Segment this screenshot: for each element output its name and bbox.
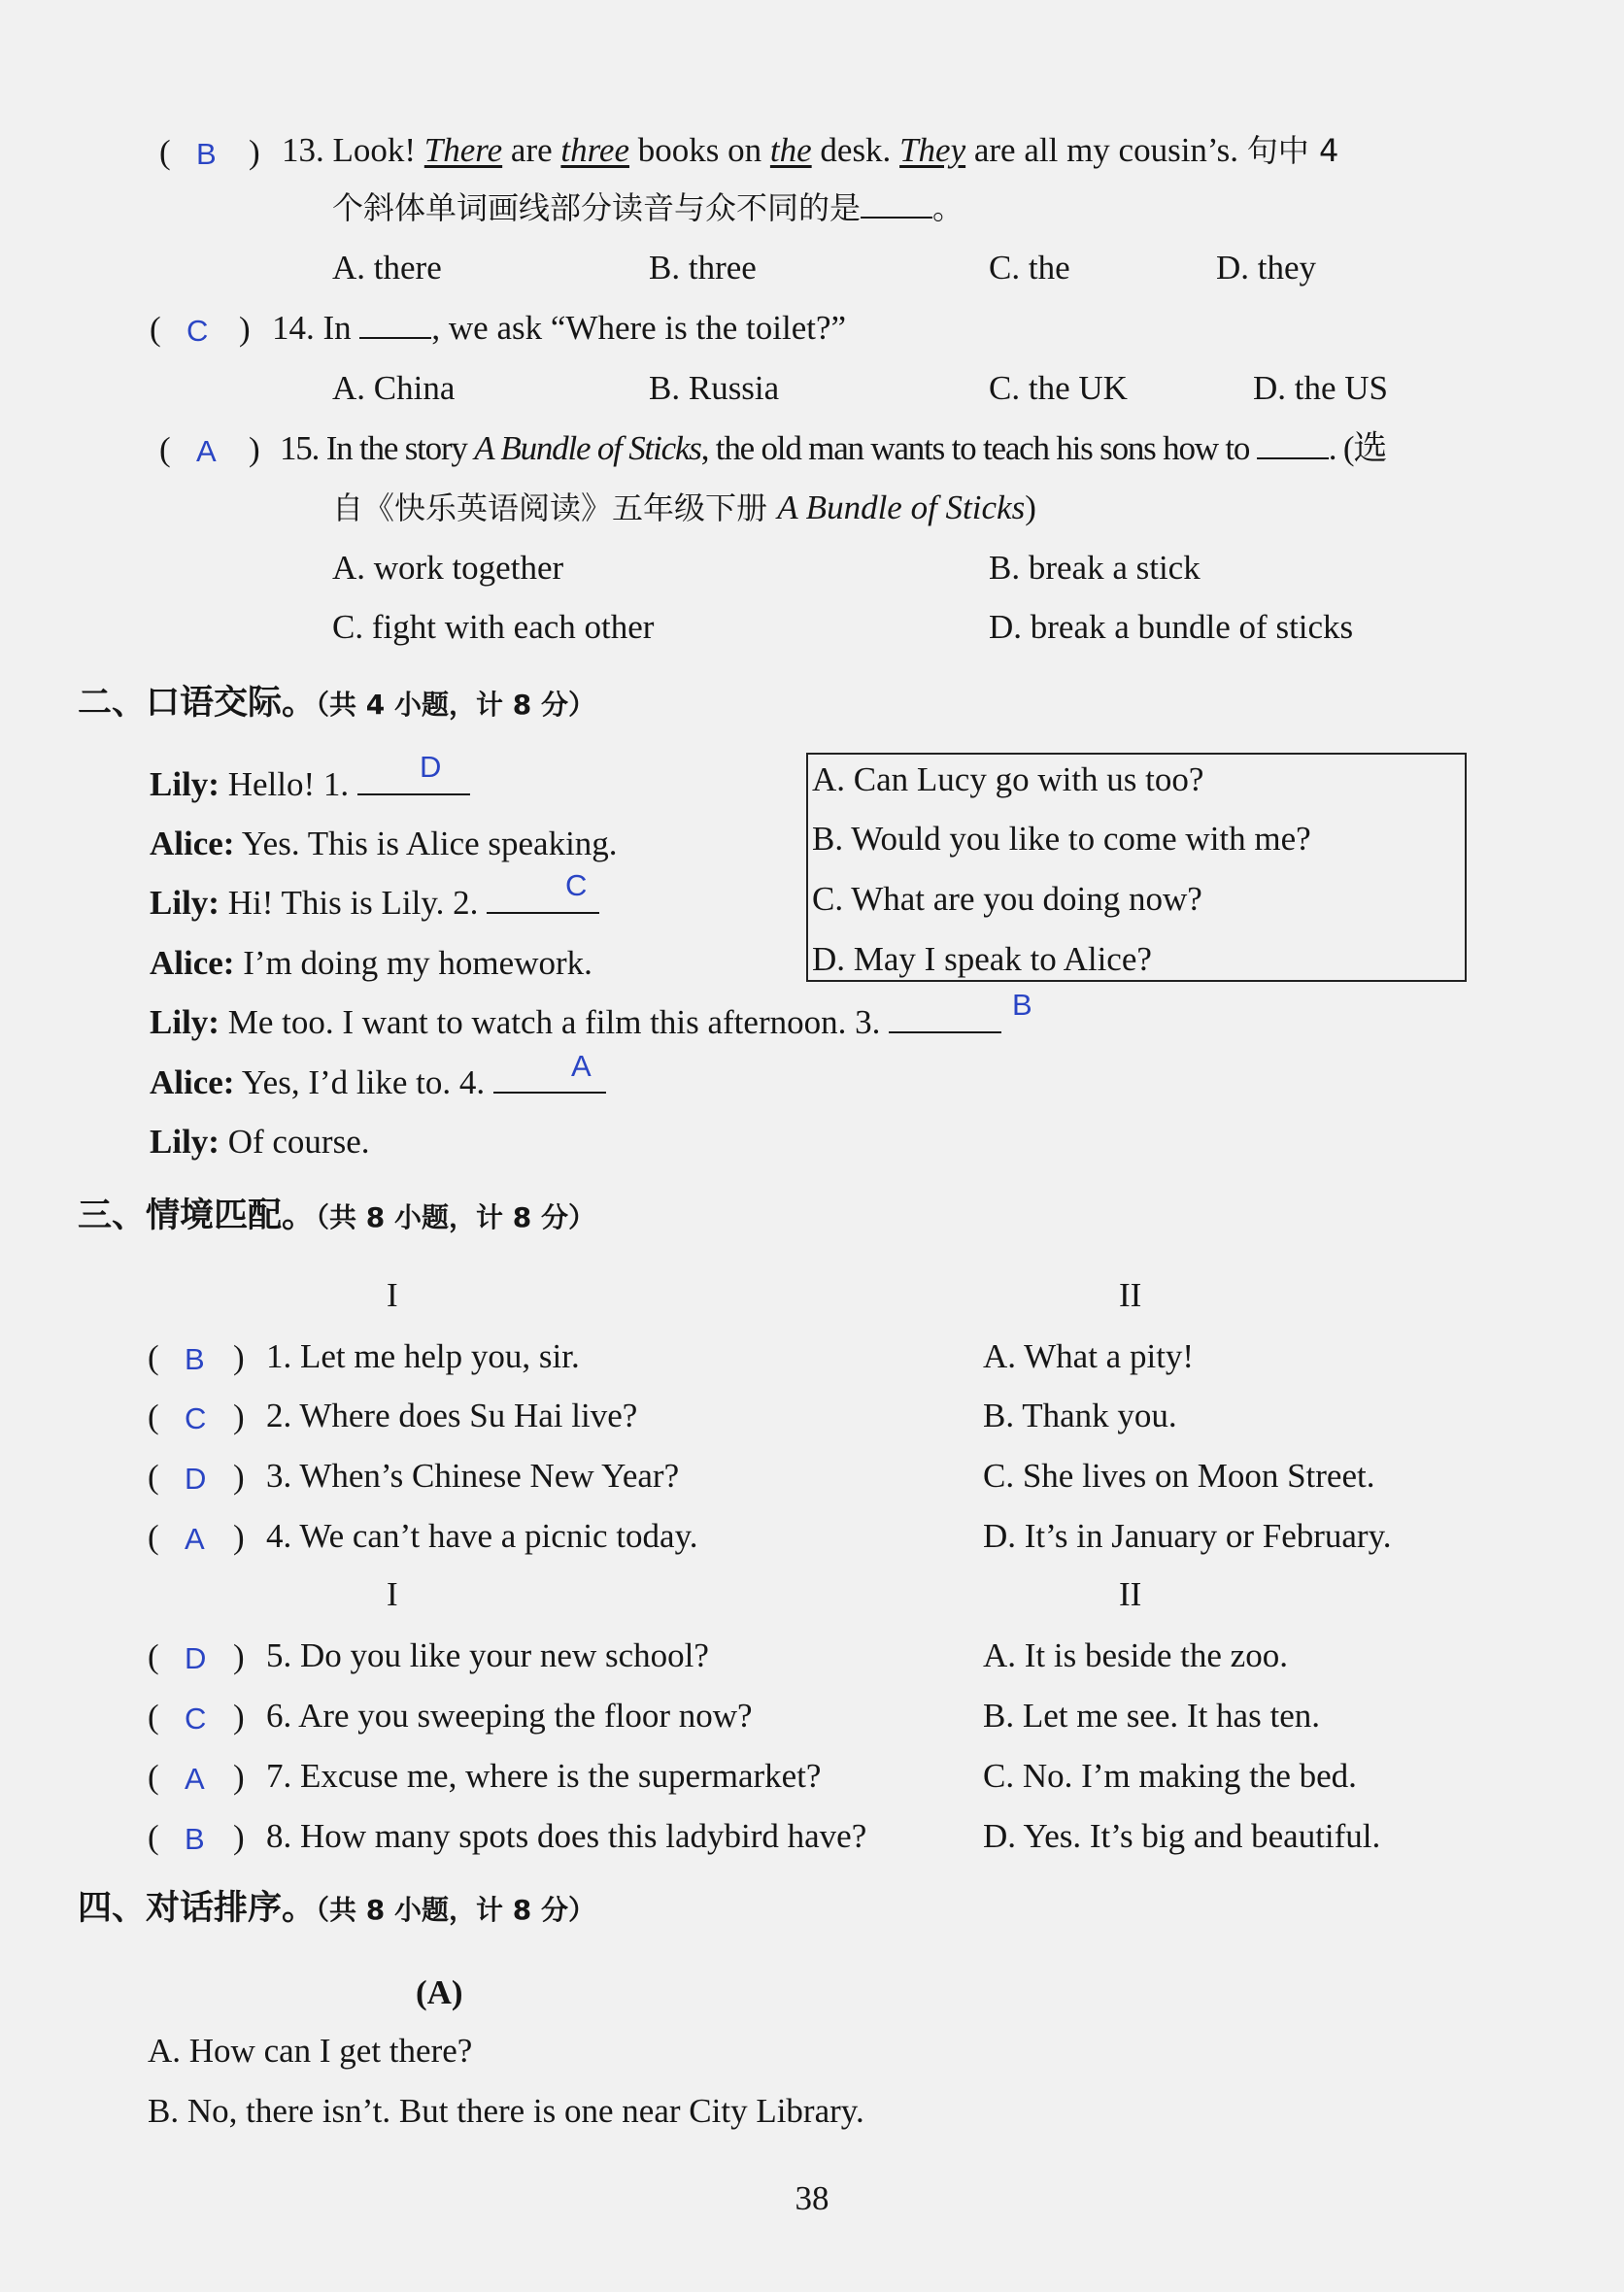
paren-open: ( (159, 430, 171, 468)
section-2-title: 二、口语交际。（共 4 小题，计 8 分） (78, 684, 595, 723)
paren-open: ( (148, 1637, 159, 1675)
box-option-c: C. What are you doing now? (812, 880, 1202, 918)
match-response: C. No. I’m making the bed. (983, 1757, 1357, 1795)
q14-opt-a: A. China (332, 369, 456, 407)
match-response: D. Yes. It’s big and beautiful. (983, 1817, 1381, 1855)
dialog-line: Lily: Me too. I want to watch a film this afternoon. 3. (150, 1001, 1001, 1044)
match-response: B. Let me see. It has ten. (983, 1697, 1320, 1735)
q15-stem: 15. In the story A Bundle of Sticks, the old man wants to teach his sons how to . (选 (280, 429, 1387, 467)
paren-open: ( (148, 1818, 159, 1856)
q14-opt-d: D. the US (1253, 369, 1389, 407)
section-3-title: 三、情境匹配。（共 8 小题，计 8 分） (78, 1197, 595, 1235)
box-option-a: A. Can Lucy go with us too? (812, 760, 1204, 798)
answer-q13: B (196, 137, 217, 171)
box-option-d: D. May I speak to Alice? (812, 940, 1152, 978)
match-question: 7. Excuse me, where is the supermarket? (266, 1757, 822, 1795)
paren-close: ) (249, 430, 260, 468)
paren-open: ( (148, 1698, 159, 1736)
q14-opt-b: B. Russia (649, 369, 780, 407)
match-question: 2. Where does Su Hai live? (266, 1397, 638, 1434)
match-response: C. She lives on Moon Street. (983, 1457, 1375, 1495)
q13-opt-c: C. the (989, 249, 1070, 286)
match-question: 4. We can’t have a picnic today. (266, 1517, 698, 1555)
q15-opt-d: D. break a bundle of sticks (989, 608, 1354, 646)
match-question: 6. Are you sweeping the floor now? (266, 1697, 753, 1735)
dialog-line: Alice: Yes, I’d like to. 4. (150, 1062, 606, 1104)
paren-close: ) (233, 1637, 245, 1675)
paren-open: ( (148, 1518, 159, 1556)
box-option-b: B. Would you like to come with me? (812, 820, 1311, 858)
dialog-line: Alice: Yes. This is Alice speaking. (150, 825, 618, 862)
paren-close: ) (233, 1398, 245, 1435)
paren-open: ( (150, 310, 161, 348)
match-question: 3. When’s Chinese New Year? (266, 1457, 680, 1495)
dialog-line: Lily: Of course. (150, 1123, 370, 1161)
paren-open: ( (159, 133, 171, 171)
answer-match-4: A (185, 1522, 205, 1556)
q15-opt-c: C. fight with each other (332, 608, 655, 646)
paren-close: ) (233, 1698, 245, 1736)
match-response: B. Thank you. (983, 1397, 1177, 1434)
dialog-line: Alice: I’m doing my homework. (150, 944, 592, 982)
paren-open: ( (148, 1758, 159, 1796)
answer-match-1: B (185, 1342, 205, 1376)
paren-close: ) (233, 1338, 245, 1376)
paren-open: ( (148, 1398, 159, 1435)
q15-opt-a: A. work together (332, 549, 564, 587)
answer-dialog-2: C (565, 868, 588, 902)
answer-match-7: A (185, 1762, 205, 1796)
paren-open: ( (148, 1338, 159, 1376)
q13-stem-2: 个斜体单词画线部分读音与众不同的是 。 (332, 189, 964, 226)
paren-open: ( (148, 1458, 159, 1496)
q15-opt-b: B. break a stick (989, 549, 1201, 587)
order-line-a: A. How can I get there? (148, 2032, 473, 2070)
answer-match-8: B (185, 1822, 205, 1856)
paren-close: ) (233, 1818, 245, 1856)
section-4-title: 四、对话排序。（共 8 小题，计 8 分） (78, 1889, 595, 1928)
answer-match-6: C (185, 1702, 207, 1736)
answer-dialog-1: D (420, 750, 442, 784)
q13-opt-a: A. there (332, 249, 442, 286)
dialog-line: Lily: Hello! 1. (150, 763, 470, 806)
column-1-header: I (387, 1276, 398, 1314)
answer-match-5: D (185, 1641, 207, 1675)
order-line-b: B. No, there isn’t. But there is one near City Library. (148, 2092, 864, 2130)
q13-stem: 13. Look! There are three books on the desk. They are all my cousin’s. 句中 4 (282, 131, 1339, 169)
answer-q15: A (196, 434, 217, 468)
q14-opt-c: C. the UK (989, 369, 1128, 407)
subsection-label: (A) (416, 1973, 463, 2011)
q13-opt-b: B. three (649, 249, 757, 286)
match-question: 5. Do you like your new school? (266, 1636, 709, 1674)
paren-close: ) (239, 310, 251, 348)
column-2-header: II (1119, 1276, 1142, 1314)
answer-dialog-4: A (571, 1049, 592, 1083)
q13-opt-d: D. they (1216, 249, 1317, 286)
paren-close: ) (233, 1758, 245, 1796)
answer-match-2: C (185, 1401, 207, 1435)
paren-close: ) (233, 1458, 245, 1496)
paren-close: ) (233, 1518, 245, 1556)
column-1-header: I (387, 1575, 398, 1613)
match-response: D. It’s in January or February. (983, 1517, 1392, 1555)
answer-dialog-3: B (1012, 988, 1032, 1022)
match-question: 8. How many spots does this ladybird have? (266, 1817, 867, 1855)
q15-stem-2: 自《快乐英语阅读》五年级下册 A Bundle of Sticks) (332, 489, 1036, 526)
match-response: A. It is beside the zoo. (983, 1636, 1288, 1674)
answer-match-3: D (185, 1462, 207, 1496)
answer-q14: C (186, 314, 209, 348)
page-number: 38 (795, 2179, 829, 2217)
paren-close: ) (249, 133, 260, 171)
match-response: A. What a pity! (983, 1337, 1195, 1375)
q14-stem: 14. In , we ask “Where is the toilet?” (272, 309, 847, 347)
column-2-header: II (1119, 1575, 1142, 1613)
match-question: 1. Let me help you, sir. (266, 1337, 580, 1375)
dialog-line: Lily: Hi! This is Lily. 2. (150, 882, 599, 925)
